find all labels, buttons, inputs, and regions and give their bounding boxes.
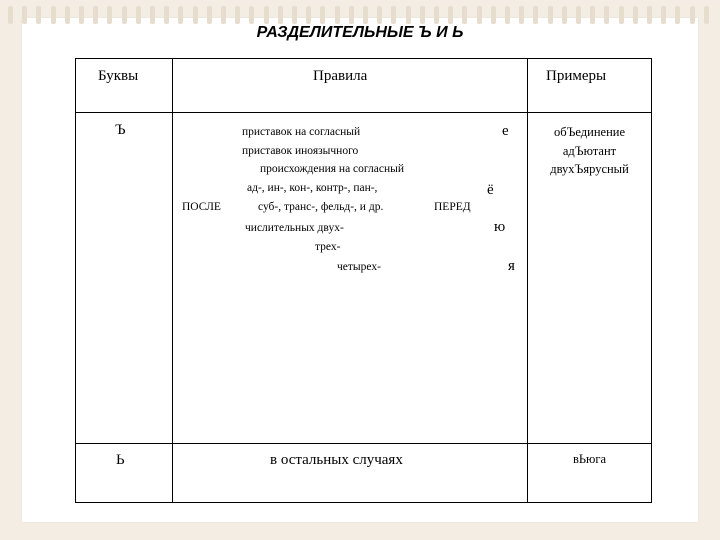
page-title: РАЗДЕЛИТЕЛЬНЫЕ Ъ И Ь — [256, 24, 464, 41]
vowel-yu: ю — [494, 219, 506, 235]
letter-soft-sign: Ь — [116, 452, 125, 468]
rule-line: суб-, транс-, фельд-, и др. — [258, 201, 384, 213]
header-examples: Примеры — [546, 68, 607, 84]
vowel-ya: я — [508, 258, 515, 274]
vowel-e: е — [502, 123, 509, 139]
vowel-yo: ё — [487, 182, 494, 198]
example-word: адЪютант — [562, 144, 617, 158]
rule-line: четырех- — [337, 261, 381, 273]
header-rules: Правила — [313, 68, 368, 84]
after-label: ПОСЛЕ — [182, 201, 221, 213]
example-word: обЪединение — [553, 125, 626, 139]
before-label: ПЕРЕД — [434, 201, 471, 213]
example-word: двухЪярусный — [550, 162, 629, 176]
rule-line: приставок на согласный — [242, 126, 361, 138]
rule-line: трех- — [315, 241, 341, 253]
soft-sign-example: вЬюга — [572, 452, 607, 466]
rule-line: приставок иноязычного — [242, 145, 359, 157]
rule-line: происхождения на согласный — [260, 163, 405, 175]
header-letters: Буквы — [98, 68, 139, 84]
soft-sign-rule: в остальных случаях — [270, 452, 403, 468]
letter-hard-sign: Ъ — [115, 122, 126, 138]
rule-line: ад-, ин-, кон-, контр-, пан-, — [247, 182, 378, 194]
rule-line: числительных двух- — [245, 222, 344, 234]
